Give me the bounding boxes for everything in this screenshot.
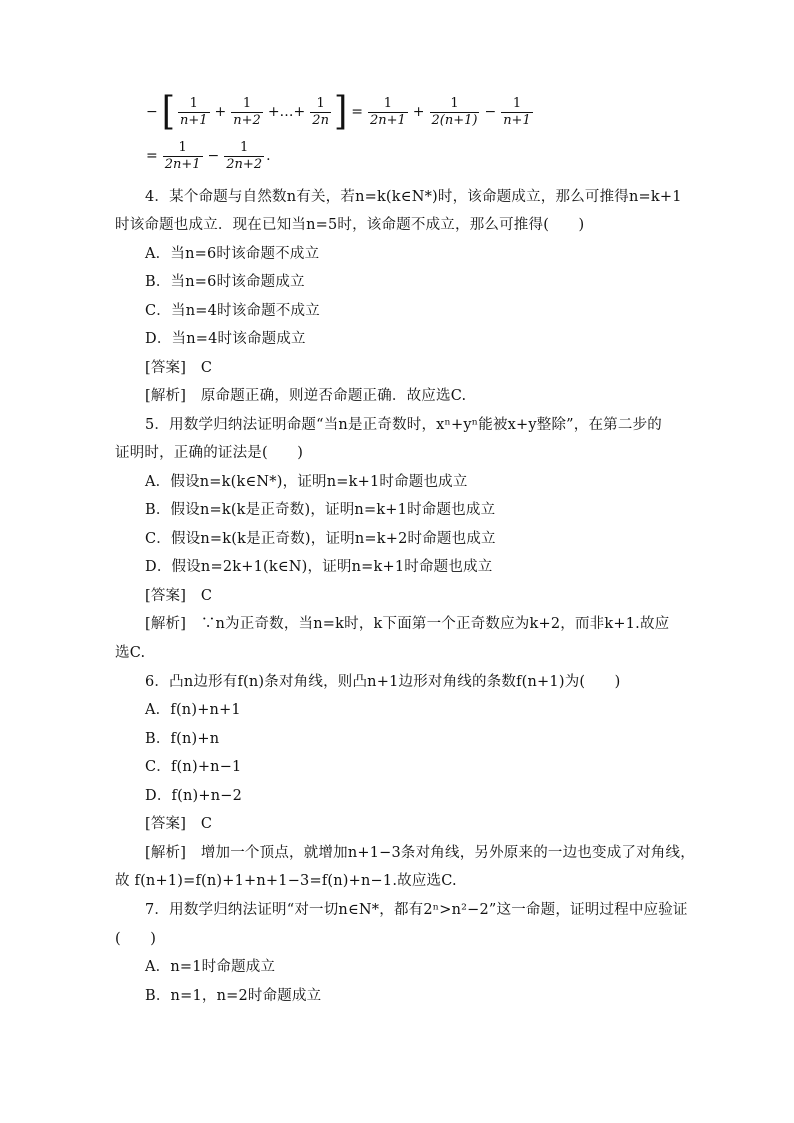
q6-stem: 6．凸n边形有f(n)条对角线，则凸n+1边形对角线的条数f(n+1)为( ) xyxy=(145,674,621,690)
q7-stem-line-2: ( ) xyxy=(115,931,157,947)
fraction: $\frac{1}{n+1}$ xyxy=(180,95,208,128)
q6-analysis-line-2: 故 f(n+1)=f(n)+1+n+1−3=f(n)+n−1.故应选C. xyxy=(115,873,457,889)
q4-stem-line-1: 4．某个命题与自然数n有关，若n=k(k∈N*)时，该命题成立，那么可推得n=k+1 xyxy=(145,189,682,205)
left-bracket: [ xyxy=(161,89,175,135)
q4-answer: [答案] C xyxy=(145,360,213,376)
q7-option-b: B．n=1，n=2时命题成立 xyxy=(145,988,322,1004)
right-bracket: ] xyxy=(333,89,348,135)
fraction: $\frac{1}{2n+1}$ xyxy=(369,95,406,128)
fraction: $\frac{1}{2n+2}$ xyxy=(226,139,263,172)
q4-analysis: [解析] 原命题正确，则逆否命题正确．故应选C. xyxy=(145,388,467,404)
q6-option-d: D．f(n)+n−2 xyxy=(145,788,243,804)
q5-analysis-line-1: [解析] ∵n为正奇数，当n=k时，k下面第一个正奇数应为k+2，而非k+1.故应 xyxy=(145,616,670,632)
q5-option-a: A．假设n=k(k∈N*)，证明n=k+1时命题也成立 xyxy=(145,474,468,490)
fraction: $\frac{1}{2n+1}$ xyxy=(164,139,201,172)
q6-option-c: C．f(n)+n−1 xyxy=(145,759,242,775)
q6-option-b: B．f(n)+n xyxy=(145,731,220,747)
q5-option-c: C．假设n=k(k是正奇数)，证明n=k+2时命题也成立 xyxy=(145,531,496,547)
q4-stem-line-2: 时该命题也成立．现在已知当n=5时，该命题不成立，那么可推得( ) xyxy=(115,217,585,233)
fraction: $\frac{1}{2(n+1)}$ xyxy=(431,95,478,128)
formula-line-2: = $\frac{1}{2n+1}$ − $\frac{1}{2n+2}$ . xyxy=(146,139,271,172)
q5-analysis-line-2: 选C. xyxy=(115,645,146,661)
q5-stem-line-2: 证明时，正确的证法是( ) xyxy=(115,445,304,461)
q6-option-a: A．f(n)+n+1 xyxy=(145,702,241,718)
q7-option-a: A．n=1时命题成立 xyxy=(145,959,276,975)
q4-option-a: A．当n=6时该命题不成立 xyxy=(145,246,320,262)
formula-lead-minus: − xyxy=(146,104,158,120)
q5-stem-line-1: 5．用数学归纳法证明命题“当n是正奇数时，xⁿ+yⁿ能被x+y整除”，在第二步的 xyxy=(145,417,662,433)
formula-line-1: − [ $\frac{1}{n+1}$ + $\frac{1}{n+2}$ +…+ $\frac{1}{2n}$ ] = $\frac{1}{2n+1}$ + $\frac{1}{2(n+1)}$ − $\frac{1}{n+1}$ xyxy=(146,89,531,135)
fraction: $\frac{1}{2n}$ xyxy=(312,95,329,128)
q5-option-b: B．假设n=k(k是正奇数)，证明n=k+1时命题也成立 xyxy=(145,502,496,518)
q5-option-d: D．假设n=2k+1(k∈N)，证明n=k+1时命题也成立 xyxy=(145,559,493,575)
q6-answer: [答案] C xyxy=(145,816,213,832)
fraction: $\frac{1}{n+2}$ xyxy=(233,95,261,128)
q7-stem-line-1: 7．用数学归纳法证明“对一切n∈N*，都有2ⁿ>n²−2”这一命题，证明过程中应验证 xyxy=(145,902,688,918)
fraction: $\frac{1}{n+1}$ xyxy=(503,95,531,128)
q6-analysis-line-1: [解析] 增加一个顶点，就增加n+1−3条对角线，另外原来的一边也变成了对角线， xyxy=(145,845,695,861)
q4-option-d: D．当n=4时该命题成立 xyxy=(145,331,306,347)
q4-option-b: B．当n=6时该命题成立 xyxy=(145,274,305,290)
q5-answer: [答案] C xyxy=(145,588,213,604)
q4-option-c: C．当n=4时该命题不成立 xyxy=(145,303,320,319)
